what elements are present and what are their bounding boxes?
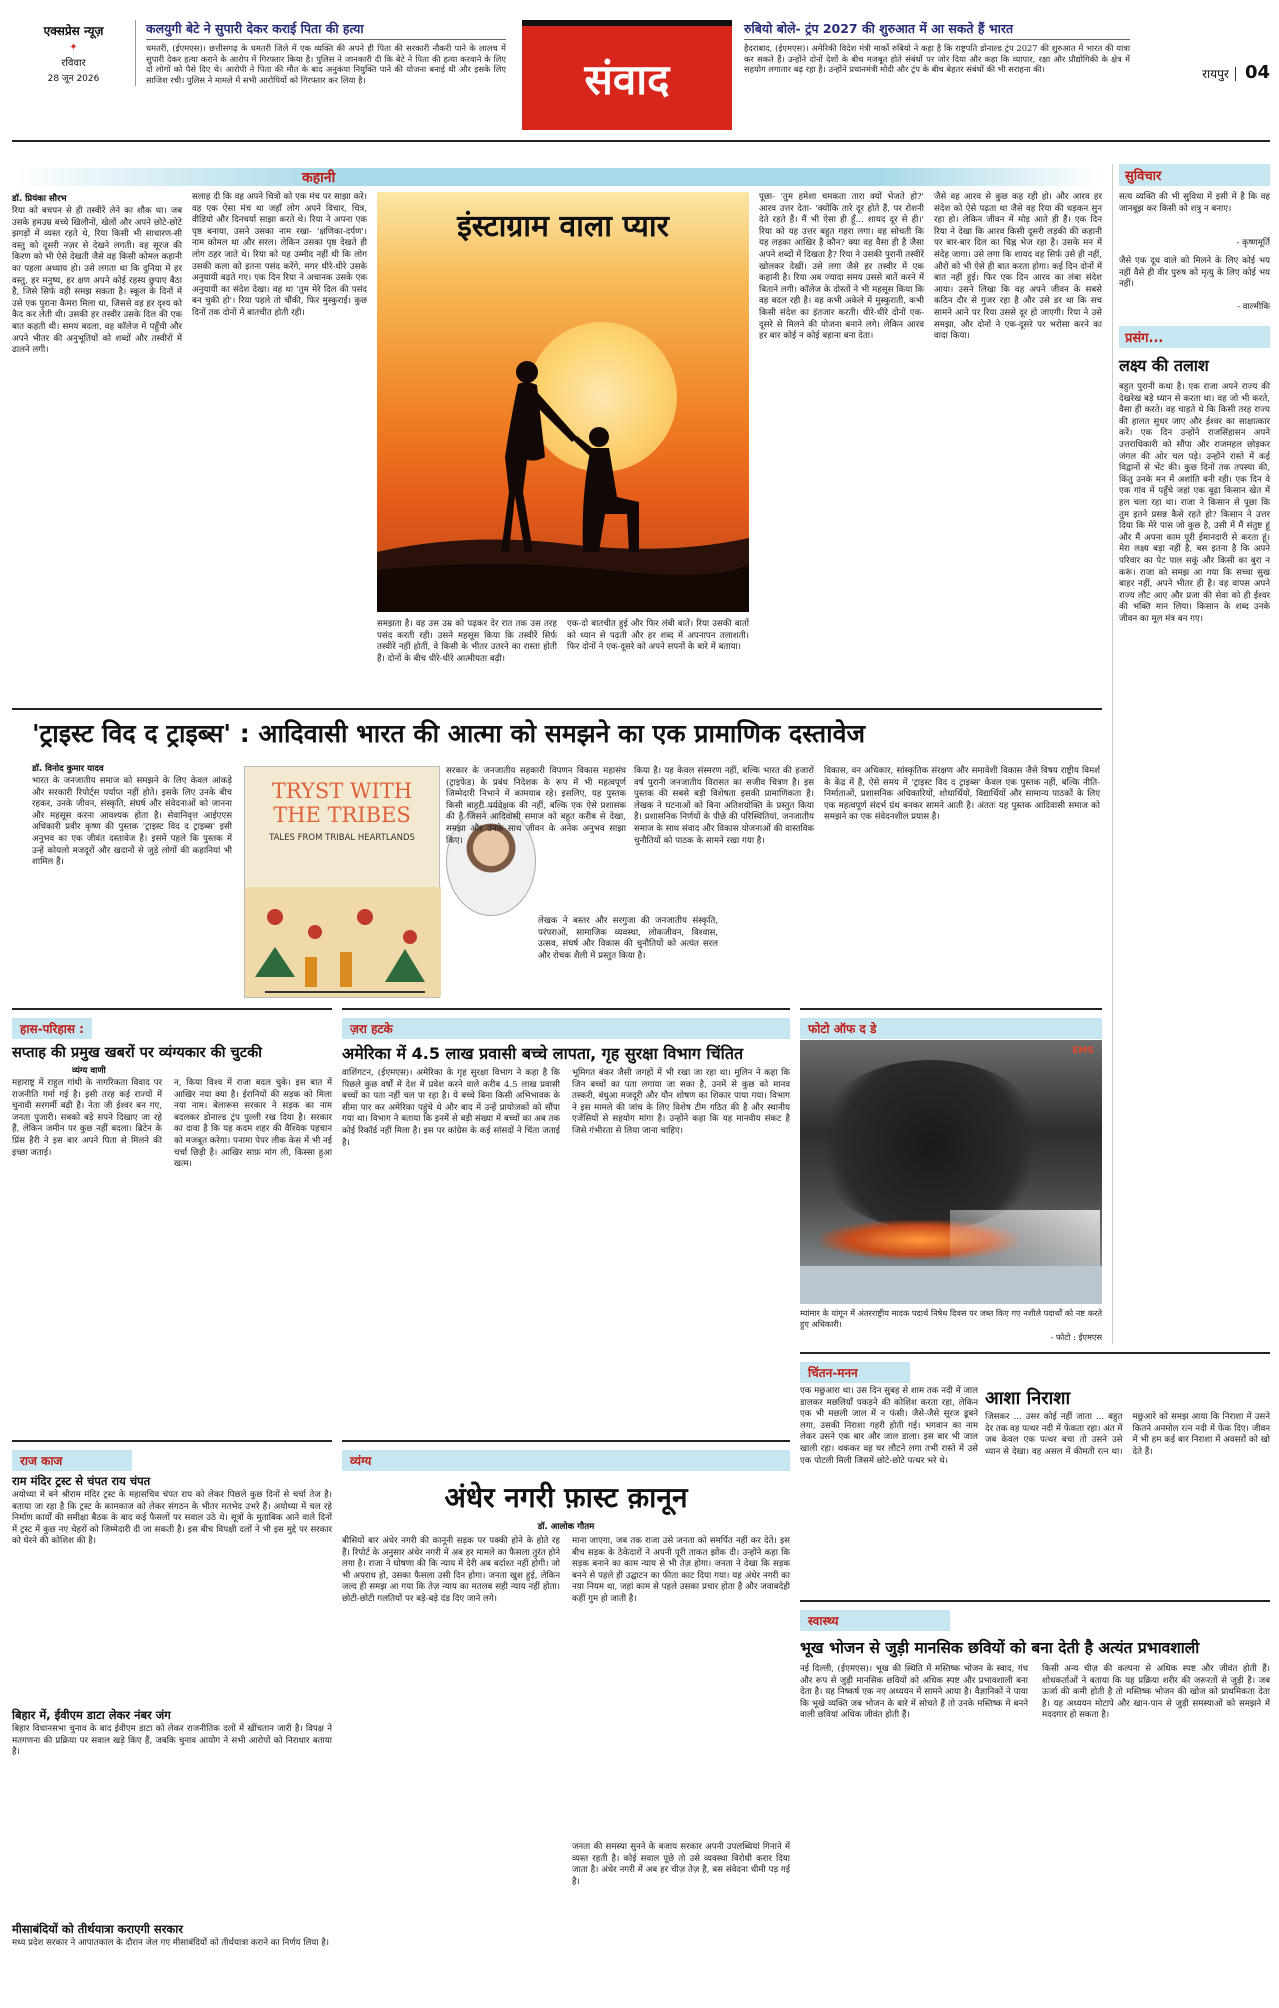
- masthead: [12, 12, 1270, 156]
- book-review-title: 'ट्राइस्ट विद द ट्राइब्स' : आदिवासी भारत की आत्मा को समझने का एक प्रामाणिक दस्तावेज: [32, 719, 866, 748]
- book-review-col-1: भारत के जनजातीय समाज को समझने के लिए केवल आंकड़े और सरकारी रिपोर्ट्स पर्याप्त नहीं होते। इसके लिए उनके बीच रहकर, उनके जीवन, संस्कृति, संघर्ष और संवेदनाओं को जानना और महसूस करना आवश्यक होता है। सेवानिवृत्त आईएएस अधिकारी प्रवीर कृष्ण की पुस्तक 'ट्राइस्ट विद द ट्राइब्स' इसी अनुभव का एक जीवंत दस्तावेज है। इसमें पहले कि पुस्तक में उन्हें कोयलो मजदूरों और खदानों से जुड़े लोगों की कहानियां भी शामिल हैं।: [32, 776, 232, 868]
- story-col-4: एक-दो बातचीत हुई और फिर लंबी बातें। रिया उसकी बातों को ध्यान से पढ़ती और हर शब्द में अपनापन तलाशती। फिर दोनों ने एक-दूसरे को अपने सपनों के बारे में बताया।: [567, 619, 749, 653]
- story-tag: कहानी: [302, 170, 336, 186]
- story-title: इंस्टाग्राम वाला प्यार: [457, 209, 669, 244]
- brand-box: [12, 20, 136, 86]
- usa-news-col-1: वाशिंगटन, (ईएमएस)। अमेरिका के गृह सुरक्षा विभाग ने कहा है कि पिछले कुछ वर्षों में देश में प्रवेश करने वाले करीब 4.5 लाख प्रवासी बच्चों का पता नहीं चल पा रहा है। ये बच्चे बिना किसी अभिभावक के सीमा पार कर अमेरिका पहुंचे थे और बाद में उन्हें प्रायोजकों को सौंपा गया था। विभाग ने बताया कि इनमें से बड़ी संख्या में बच्चों का अब तक कोई रिकॉर्ड नहीं मिला है। इस पर कांग्रेस के कई सांसदों ने चिंता जताई है।: [342, 1068, 560, 1148]
- health-title: भूख भोजन से जुड़ी मानसिक छवियों को बना देती है अत्यंत प्रभावशाली: [800, 1639, 1200, 1657]
- health-col-1: नई दिल्ली, (ईएमएस)। भूख की स्थिति में मस्तिष्क भोजन के स्वाद, गंध और रूप से जुड़ी मानसिक छवियों को अधिक स्पष्ट और प्रभावशाली बना देता है। यह निष्कर्ष एक नए अध्ययन में सामने आया है। वैज्ञानिकों ने पाया कि भूखे व्यक्ति जब भोजन के बारे में सोचते हैं तो उनके मस्तिष्क में बनने वाली छवियां अधिक जीवंत होती हैं।: [800, 1664, 1028, 1721]
- page-meta: [1142, 62, 1270, 92]
- humor-title: सप्ताह की प्रमुख खबरों पर व्यंग्यकार की चुटकी: [12, 1045, 262, 1061]
- humor-section: [12, 1008, 332, 1432]
- prasang-title: लक्ष्य की तलाश: [1119, 356, 1209, 375]
- couple-silhouette-illustration: [377, 252, 749, 612]
- prasang-tag: प्रसंग...: [1119, 326, 1270, 348]
- satire-title: अंधेर नगरी फ़ास्ट क़ानून: [444, 1481, 688, 1514]
- usa-news-tag: ज़रा हटके: [342, 1018, 790, 1039]
- photo-credit: - फोटो : ईएमएस: [1050, 1332, 1102, 1342]
- section-title: संवाद: [584, 54, 670, 104]
- right-sidebar: [1112, 164, 1270, 1344]
- story-tag-bar: [12, 168, 1102, 186]
- brand-name: एक्सप्रेस न्यूज़: [43, 24, 104, 38]
- date-label: 28 जून 2026: [47, 74, 100, 84]
- satire-tag: व्यंग्य: [342, 1450, 790, 1471]
- rajkaaj-body-1: अयोध्या में बने श्रीराम मंदिर ट्रस्ट के महासचिव चंपत राय को लेकर पिछले कुछ दिनों से चर्चा तेज है। बताया जा रहा है कि ट्रस्ट के कामकाज को लेकर संगठन के भीतर मतभेद उभरे हैं। अयोध्या में चल रहे निर्माण कार्यों की समीक्षा बैठक के बाद कई फैसलों पर सवाल उठे थे। सूत्रों के मुताबिक आने वाले दिनों में ट्रस्ट में कुछ नए चेहरों को जिम्मेदारी दी जा सकती है। इस बीच विपक्षी दलों ने भी इस मुद्दे पर सरकार को घेरने की कोशिश की है।: [12, 1490, 332, 1547]
- top-news-left: [146, 20, 506, 130]
- chintan-col-2: जिसकर ... उसर कोई नहीं जाता ... बहुत देर तक वह पत्थर नदी में फेंकता रहा। अंत में जब केवल एक पत्थर बचा तो उसने उसे ध्यान से देखा। वह असल में कीमती रत्न था। मछुआरे को समझ आया कि निराशा में उसने कितने अनमोल रत्न नदी में फेंक दिए। जीवन में भी हम कई बार निराशा में अवसरों को खो देते हैं।: [985, 1412, 1270, 1457]
- smoke-plume: [810, 1060, 1050, 1230]
- brand-logo-icon: ✦: [69, 42, 78, 53]
- health-col-2: किसी अन्य चीज़ की कल्पना से अधिक स्पष्ट और जीवंत होती हैं। शोधकर्ताओं ने बताया कि यह प्रक्रिया शरीर की जरूरतों से जुड़ी है। जब ऊर्जा की कमी होती है तो मस्तिष्क भोजन की खोज को प्राथमिकता देता है। यह अध्ययन मोटापे और खान-पान से जुड़ी समस्याओं को समझने में मददगार हो सकता है।: [1042, 1664, 1270, 1721]
- day-label: रविवार: [61, 58, 86, 69]
- book-review-col-4: किया है। यह केवल संस्मरण नहीं, बल्कि भारत की हजारों वर्ष पुरानी जनजातीय विरासत का सजीव चित्रण है। इस पुस्तक की सबसे बड़ी विशेषता इसकी प्रामाणिकता है। लेखक ने घटनाओं को बिना अतिशयोक्ति के प्रस्तुत किया है। प्रशासनिक निर्णयों के पीछे की परिस्थितियां, जनजातीय समाज के साथ संवाद और विकास योजनाओं की वास्तविक चुनौतियों को पाठक के सामने रखा गया है।: [634, 766, 814, 846]
- book-cover-subtitle: TALES FROM TRIBAL HEARTLANDS: [269, 833, 415, 843]
- suvichar-author-1: - कृष्णमूर्ति: [1236, 238, 1270, 248]
- photo-of-day-section: [800, 1008, 1102, 1348]
- photo-watermark: EMS: [1072, 1046, 1094, 1056]
- suvichar-quote-1: सत्य व्यक्ति की भी सुविधा में इसी में है कि वह जानबूझ कर किसी को शत्रु न बनाए।: [1119, 192, 1270, 214]
- chintan-section: [800, 1352, 1270, 1592]
- humor-col-1: महाराष्ट्र में राहुल गांधी के नागरिकता विवाद पर राजनीति गर्मा गई है। इसी तरह कई राज्यों में चुनावी सरगर्मी बढ़ी है। नेता जी ईश्वर बन गए, जनता पुजारी। सबको बड़े सपने दिखाए जा रहे हैं, लेकिन जमीन पर कुछ नहीं बदला। ब्रिटेन के प्रिंस हैरी ने इस बार अपने पिता से मिलने की इच्छा जताई।: [12, 1078, 162, 1158]
- suvichar-quote-2: जैसे एक दूध वाले को मिलने के लिए कोई भय नहीं वैसे ही वीर पुरुष को मृत्यु के लिए कोई भय नहीं।: [1119, 256, 1270, 290]
- photo-caption: म्यांमार के यांगून में अंतरराष्ट्रीय मादक पदार्थ निषेध दिवस पर जब्त किए गए नशीले पदार्थों को नष्ट करते हुए अधिकारी।: [800, 1308, 1102, 1329]
- rajkaaj-head-3: मीसाबंदियों को तीर्थयात्रा कराएगी सरकार: [12, 1922, 183, 1936]
- suvichar-author-2: - वाल्मीकि: [1237, 302, 1270, 312]
- rajkaaj-tag: राज काज: [12, 1450, 132, 1471]
- tribal-art-illustration: [245, 887, 441, 997]
- rajkaaj-body-3: मध्य प्रदेश सरकार ने आपातकाल के दौरान जेल गए मीसाबंदियों को तीर्थयात्रा कराने का निर्णय लिया है।: [12, 1938, 330, 1948]
- top-news-left-body: धमतरी, (ईएमएस)। छत्तीसगढ़ के धमतरी जिले में एक व्यक्ति की अपने ही पिता की सरकारी नौकरी पाने के लालच में सुपारी देकर हत्या कराने के आरोप में गिरफ्तार किया है। पुलिस ने जानकारी दी कि बेटे ने पिता की हत्या करवाने के लिए दो लोगों को पैसे दिए थे। आरोपी ने पिता की मौत के बाद अनुकंपा नियुक्ति पाने की योजना बनाई थी और इसके लिए साजिश रची। पुलिस ने मामले में सभी आरोपियों को गिरफ्तार कर लिया है।: [146, 43, 506, 85]
- photo-tag: फोटो ऑफ द डे: [800, 1018, 1102, 1039]
- rajkaaj-head-1: राम मंदिर ट्रस्ट से चंपत राय चंपत: [12, 1474, 151, 1488]
- usa-news-section: [342, 1008, 790, 1432]
- story-col-2: सलाह दी कि वह अपने चित्रों को एक मंच पर साझा करे। वह एक ऐसा मंच था जहाँ लोग अपने विचार, चित्र, वीडियो और दिनचर्या साझा करते थे। रिया ने अपना एक पृष्ठ बनाया, उसने उसका नाम रखा- 'क्षणिका-दर्पण'। नाम कोमल था और सरल। लेकिन उसका पृष्ठ देखते ही लोग ठहर जाते थे। रिया को यह उम्मीद नहीं थी कि लोग उसकी कला को इतना पसंद करेंगे, मगर धीरे-धीरे उसके अनुयायी बढ़ते गए। एक दिन रिया ने अचानक उसके एक अनुयायी का संदेश देखा। वह था 'तुम मेरे दिल की पसंद बन चुकी हो'। रिया पहले तो चौंकी, फिर मुस्कुराई। कुछ दिनों तक दोनों में बातचीत होती रही।: [192, 192, 367, 318]
- city-label: रायपुर: [1202, 67, 1236, 81]
- story-hero-image: [377, 192, 749, 612]
- rajkaaj-body-2: बिहार विधानसभा चुनाव के बाद ईवीएम डाटा को लेकर राजनीतिक दलों में खींचतान जारी है। विपक्ष ने मतगणना की प्रक्रिया पर सवाल खड़े किए हैं, जबकि चुनाव आयोग ने सभी आरोपों को निराधार बताया है।: [12, 1724, 332, 1758]
- page-number: 04: [1244, 62, 1270, 83]
- top-news-right-title: रुबियो बोले- ट्रंप 2027 की शुरुआत में आ सकते हैं भारत: [744, 20, 1130, 40]
- satire-section: [342, 1440, 790, 1996]
- book-review-section: [12, 708, 1102, 1000]
- book-review-byline: डॉ. विनोद कुमार यादव: [32, 764, 104, 774]
- section-title-box: [522, 20, 732, 130]
- book-cover-title: TRYST WITH THE TRIBES: [271, 779, 413, 827]
- health-tag: स्वास्थ्य: [800, 1610, 950, 1631]
- story-col-5: पूछा- 'तुम हमेशा चमकता तारा क्यों भेजते हो?' आरव उत्तर देता- 'क्योंकि तारे दूर होते हैं, पर रोशनी देते रहते हैं। मैं भी ऐसा ही हूँ... शायद दूर से ही।' रिया को यह उत्तर बहुत गहरा लगा। वह सोचती कि यह लड़का आखिर है कौन? क्या वह वैसा ही है जैसा अपने शब्दों में दिखता है? रिया ने उसकी पुरानी तस्वीरें खोलकर देखीं। उसे लगा जैसे हर तस्वीर में एक कहानी है। रिया अब ज्यादा समय उससे बातें करने में बिताने लगी। कॉलेज के दोस्तों ने भी महसूस किया कि वह बदल रही है। वह कभी अकेले में मुस्कुराती, कभी किसी संदेश का इंतजार करती। धीरे-धीरे दोनों एक-दूसरे से मिलने की योजना बनाने लगे। लेकिन आरव हर बार कोई न कोई बहाना बना देता।: [759, 192, 924, 342]
- satire-byline: डॉ. आलोक गौतम: [537, 1522, 595, 1532]
- masthead-rule: [12, 140, 1270, 142]
- chintan-tag: चिंतन-मनन: [800, 1362, 910, 1383]
- satire-col-2: माना जाएगा, जब तक राजा उसे जनता को समर्पित नहीं कर देते। इस बीच सड़क के ठेकेदारों ने अपनी पूरी ताकत झोंक दी। उन्होंने कहा कि सड़क बनाने का काम न्याय से भी तेज़ होगा। जनता ने देखा कि सड़क बनने से पहले ही उद्घाटन का फीता काट दिया गया। यह अंधेर नगरी का नया नियम था, जहां काम से पहले उसका प्रचार होता है और जवाबदेही कहीं गुम हो जाती है।: [572, 1536, 790, 1604]
- usa-news-title: अमेरिका में 4.5 लाख प्रवासी बच्चे लापता, गृह सुरक्षा विभाग चिंतित: [342, 1044, 744, 1063]
- humor-col-2: न, किया विश्व में राजा बदल चुके। इस बात में आखिर नया क्या है। ईरानियों की सड़क को मिला नया नाम। बेलारूस सरकार ने सड़क का नाम बदलकर डोनाल्ड ट्रंप पुल्ली रख दिया है। सरकार का दावा है कि यह कदम शहर की वैश्विक पहचान को मजबूत करेगा। पनामा पेपर लीक केस में भी नई चर्चा छिड़ी है। आखिर साफ़ मांग ली, किस्सा हुआ खत्म।: [174, 1078, 332, 1170]
- suvichar-tag: सुविचार: [1119, 164, 1270, 186]
- ground-strip: [800, 1266, 1102, 1304]
- rajkaaj-section: [12, 1440, 332, 1996]
- water-spray: [950, 1210, 1100, 1270]
- prasang-body: बहुत पुरानी कथा है। एक राजा अपने राज्य की देखरेख बड़े ध्यान से करता था। वह जो भी करते, वैसा ही करते। वह चाहते थे कि किसी तरह राज्य की हालत सुधर जाए और ईश्वर का साक्षात्कार करें। एक दिन उन्होंने राजसिंहासन अपने उत्तराधिकारी को सौंपा और राजमहल छोड़कर जंगल की ओर चल पड़े। उन्होंने रास्ते में कई विद्वानों से भेंट की। कुछ दिनों तक तपस्या की, किंतु उनके मन में अशांति बनी रही। एक दिन वे एक गांव में पहुँचे जहां एक बूढ़ा किसान खेत में हल चला रहा था। राजा ने किसान से पूछा कि तुम इतने प्रसन्न कैसे रहते हो? किसान ने उत्तर दिया कि मेरे पास जो कुछ है, उसी में मैं संतुष्ट हूं और मैं अपना काम पूरी ईमानदारी से करता हूं। मेरा लक्ष्य बड़ा नहीं है, बस इतना है कि अपने परिवार का पेट पाल सकूं और किसी का बुरा न करूं। राजा को समझ आ गया कि सच्चा सुख बाहर नहीं, अपने भीतर ही है। वह वापस अपने राज्य लौट आए और प्रजा की सेवा को ही ईश्वर की भक्ति मान लिया। किसान के शब्द उनके जीवन का मूल मंत्र बन गए।: [1119, 382, 1270, 624]
- story-col-3: समझता है। वह उस उम्र को पढ़कर देर रात तक उस तरह पसंद करती रही। उसने महसूस किया कि तस्वीरें सिर्फ तस्वीरें नहीं होतीं, वे किसी के भीतर उतरने का रास्ता होती हैं। दोनों के बीच धीरे-धीरे आत्मीयता बढ़ी।: [377, 619, 557, 664]
- story-byline: डॉ. प्रियंका सौरभ: [12, 194, 67, 204]
- book-review-col-2: सरकार के जनजातीय सहकारी विपणन विकास महासंघ (ट्राइफेड) के प्रबंध निदेशक के रूप में भी महत्वपूर्ण जिम्मेदारी निभाने में कामयाब रहे। इसलिए, यह पुस्तक किसी बाहरी पर्यवेक्षक की नहीं, बल्कि एक ऐसे प्रशासक की है जिसने आदिवासी समाज को बहुत करीब से देखा, समझा और उनके साथ जीवन के अनेक अनुभव साझा किए।: [446, 766, 626, 846]
- book-review-col-3: लेखक ने बस्तर और सरगुजा की जनजातीय संस्कृति, परंपराओं, सामाजिक व्यवस्था, लोकजीवन, विश्वास, उत्सव, संघर्ष और विकास की चुनौतियों को अत्यंत सरल और रोचक शैली में प्रस्तुत किया है।: [538, 916, 718, 961]
- chintan-col-1: एक मछुआरा था। उस दिन सुबह से शाम तक नदी में जाल डालकर मछलियाँ पकड़ने की कोशिश करता रहा, लेकिन एक भी मछली जाल में न फंसी। जैसे-जैसे सूरज डूबने लगा, उसकी निराशा गहरी होती गई। भगवान का नाम लेकर उसने एक बार और जाल डाला। इस बार भी जाल खाली रहा। थककर वह घर लौटने लगा तभी रास्ते में उसे एक पोटली मिली जिसमें छोटे-छोटे पत्थर भरे थे।: [800, 1386, 978, 1466]
- top-news-right: [744, 20, 1130, 130]
- health-section: [800, 1600, 1270, 1996]
- satire-col-1: बीसियों बार अंधेर नगरी की कानूनी सड़क पर पक्की होने के होते रह हैं। रिपोर्ट के अनुसार अंधेर नगरी में अब हर मामले का फैसला तुरंत होने लगा है। राजा ने घोषणा की कि न्याय में देरी अब बर्दाश्त नहीं होगी। जो भी अपराध हो, उसका फैसला उसी दिन होगा। जनता खुश हुई, लेकिन जल्द ही समझ आ गया कि तेज़ न्याय का मतलब सही न्याय नहीं होता। छोटी-छोटी गलतियों पर बड़े-बड़े दंड दिए जाने लगे।: [342, 1536, 560, 1604]
- chintan-title: आशा निराशा: [985, 1388, 1071, 1409]
- humor-byline: व्यंग्य वाणी: [72, 1066, 106, 1076]
- story-col-6: जैसे वह आरव से कुछ कह रही हो। और आरव हर संदेश को ऐसे पढ़ता था जैसे वह रिया की धड़कन सुन रहा हो। लेकिन जीवन में मोड़ आते ही हैं। एक दिन रिया ने देखा कि आरव किसी दूसरी लड़की की कहानी पर बार-बार दिल का चिह्न भेज रहा है। उसके मन में संदेह जागा। उसे लगा कि शायद वह सिर्फ उसे ही नहीं, औरों को भी ऐसे ही बात करता होगा। कई दिन दोनों में बात नहीं हुई। फिर एक दिन आरव का लंबा संदेश आया। उसने लिखा कि वह अपने जीवन के सबसे कठिन दौर से गुजर रहा है और उसे डर था कि सच सामने आने पर रिया उससे दूर हो जाएगी। रिया ने उसे समझा, और दोनों ने एक-दूसरे पर भरोसा करने का वादा किया।: [934, 192, 1102, 342]
- story-section: [12, 164, 1102, 704]
- usa-news-col-2: भूमिगत बंकर जैसी जगहों में भी रखा जा रहा था। मुलिन ने कहा कि जिन बच्चों का पता लगाया जा सका है, उनमें से कुछ को मानव तस्करी, बंधुआ मजदूरी और यौन शोषण का शिकार पाया गया। विभाग ने इस मामले की जांच के लिए विशेष टीम गठित की है और स्थानीय एजेंसियों से सहयोग मांगा है। उन्होंने कहा कि यह मानवीय संकट है जिसे गंभीरता से लिया जाना चाहिए।: [572, 1068, 790, 1136]
- top-news-left-title: कलयुगी बेटे ने सुपारी देकर कराई पिता की हत्या: [146, 20, 506, 40]
- top-news-right-body: हैदराबाद, (ईएमएस)। अमेरिकी विदेश मंत्री मार्को रुबियो ने कहा है कि राष्ट्रपति डोनाल्ड ट्रंप 2027 की शुरुआत में भारत की यात्रा कर सकते हैं। उन्होंने दोनों देशों के बीच मजबूत होते संबंधों पर जोर दिया और कहा कि व्यापार, रक्षा और प्रौद्योगिकी के क्षेत्र में सहयोग लगातार बढ़ रहा है। उन्होंने प्रधानमंत्री मोदी और ट्रंप के बीच बेहतर संबंधों की भी सराहना की।: [744, 43, 1130, 75]
- book-review-col-5: विकास, वन अधिकार, सांस्कृतिक संरक्षण और समावेशी विकास जैसे विषय राष्ट्रीय विमर्श के केंद्र में हैं, ऐसे समय में 'ट्राइस्ट विद द ट्राइब्स' केवल एक पुस्तक नहीं, बल्कि नीति-निर्माताओं, प्रशासनिक अधिकारियों, शोधार्थियों, विद्यार्थियों और सामान्य पाठकों के लिए एक महत्वपूर्ण संदर्भ ग्रंथ बनकर सामने आती है। अंततः यह पुस्तक आदिवासी समाज को समझने का एक संवेदनशील प्रयास है।: [824, 766, 1100, 823]
- story-col-1: रिया को बचपन से ही तस्वीरें लेने का शौक था। जब उसके हमउम्र बच्चे खिलौनों, खेलों और अपने छोटे-छोटे झगड़ों में व्यस्त रहते थे, रिया किसी भी साधारण-सी वस्तु को दूसरी नज़र से देखने लगती। वह सूरज की किरण को भी ऐसे देखती जैसे वह किसी कोमल कहानी का पहला अध्याय हो। उसे लगता था कि दुनिया में हर वस्तु, हर मनुष्य, हर क्षण अपने कोई रहस्य छुपाए बैठा है, जिसे सिर्फ वही समझ सकता है। स्कूल के दिनों में उसे एक पुराना कैमरा मिला था, जिससे वह हर दृश्य को कैद कर लेती थी। उसकी हर तस्वीर उसके दिल की एक बात कहती थी। समय बदला, वह कॉलेज में पहुँची और अपने भीतर की अनुभूतियों को शब्दों और तस्वीरों में ढालने लगी।: [12, 206, 182, 356]
- satire-col-3: जनता की समस्या सुनने के बजाय सरकार अपनी उपलब्धियां गिनाने में व्यस्त रहती है। कोई सवाल पूछे तो उसे व्यवस्था विरोधी करार दिया जाता है। अंधेर नगरी में अब हर चीज़ तेज़ है, बस संवेदना धीमी पड़ गई है।: [572, 1842, 790, 1887]
- rajkaaj-head-2: बिहार में, ईवीएम डाटा लेकर नंबर जंग: [12, 1708, 171, 1722]
- photo-image: [800, 1040, 1102, 1304]
- book-cover-image: [244, 766, 440, 998]
- humor-tag: हास-परिहास :: [12, 1018, 92, 1039]
